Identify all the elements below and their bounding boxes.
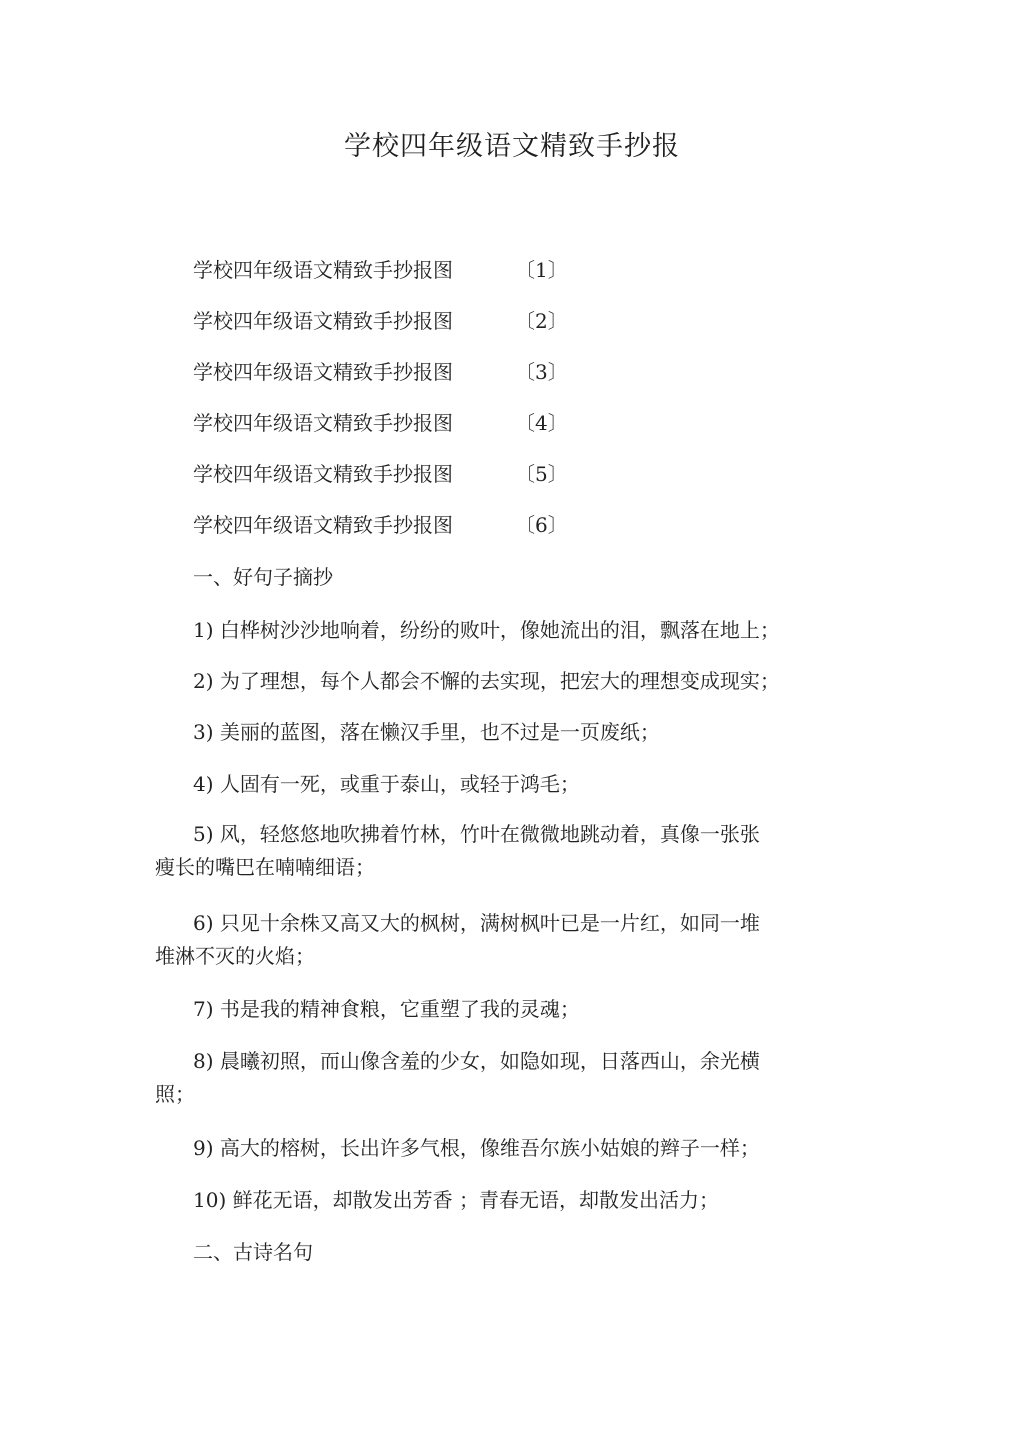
sentence-10	[155, 1184, 835, 1217]
sentence-5	[155, 818, 835, 884]
picture-number: 〔6〕	[515, 513, 568, 537]
picture-number: 〔4〕	[515, 411, 568, 435]
section-heading-classical-poems: 二、古诗名句	[193, 1240, 313, 1264]
sentence-text: 3) 美丽的蓝图，落在懒汉手里，也不过是一页废纸；	[193, 720, 660, 744]
sentence-text-continued: 瘦长的嘴巴在喃喃细语；	[155, 855, 375, 879]
sentence-text: 10) 鲜花无语，却散发出芳香 ；青春无语，却散发出活力；	[193, 1188, 719, 1212]
sentence-text: 1) 白桦树沙沙地响着，纷纷的败叶，像她流出的泪，飘落在地上；	[193, 618, 780, 642]
picture-list-item	[193, 303, 568, 354]
picture-list-item	[193, 252, 568, 303]
sentence-6	[155, 907, 835, 973]
picture-label: 学校四年级语文精致手抄报图	[193, 513, 453, 537]
sentence-3	[155, 716, 835, 749]
sentence-9	[155, 1132, 835, 1165]
picture-label: 学校四年级语文精致手抄报图	[193, 411, 453, 435]
picture-number: 〔3〕	[515, 360, 568, 384]
sentence-text-continued: 照；	[155, 1082, 195, 1106]
sentence-text: 6) 只见十余株又高又大的枫树，满树枫叶已是一片红，如同一堆	[193, 911, 760, 935]
sentence-2	[155, 665, 835, 698]
sentence-8	[155, 1045, 835, 1111]
document-title: 学校四年级语文精致手抄报	[344, 131, 680, 162]
picture-list-item	[193, 456, 568, 507]
sentence-text-continued: 堆淋不灭的火焰；	[155, 944, 315, 968]
sentence-text: 4) 人固有一死，或重于泰山，或轻于鸿毛；	[193, 772, 580, 796]
sentence-text: 8) 晨曦初照，而山像含羞的少女，如隐如现，日落西山，余光横	[193, 1049, 760, 1073]
picture-list-item	[193, 354, 568, 405]
picture-label: 学校四年级语文精致手抄报图	[193, 309, 453, 333]
section-heading-good-sentences: 一、好句子摘抄	[193, 565, 333, 589]
picture-list-item	[193, 405, 568, 456]
sentence-text: 9) 高大的榕树，长出许多气根，像维吾尔族小姑娘的辫子一样；	[193, 1136, 760, 1160]
picture-list-item	[193, 507, 568, 558]
picture-label: 学校四年级语文精致手抄报图	[193, 360, 453, 384]
picture-number: 〔1〕	[515, 258, 568, 282]
sentence-7	[155, 993, 835, 1026]
sentence-text: 5) 风，轻悠悠地吹拂着竹林，竹叶在微微地跳动着，真像一张张	[193, 822, 760, 846]
sentence-text: 2) 为了理想，每个人都会不懈的去实现，把宏大的理想变成现实；	[193, 669, 780, 693]
picture-label: 学校四年级语文精致手抄报图	[193, 462, 453, 486]
sentence-1	[155, 614, 835, 647]
picture-number: 〔5〕	[515, 462, 568, 486]
picture-label: 学校四年级语文精致手抄报图	[193, 258, 453, 282]
picture-list	[193, 252, 568, 558]
sentence-text: 7) 书是我的精神食粮，它重塑了我的灵魂；	[193, 997, 580, 1021]
picture-number: 〔2〕	[515, 309, 568, 333]
sentence-4	[155, 768, 835, 801]
